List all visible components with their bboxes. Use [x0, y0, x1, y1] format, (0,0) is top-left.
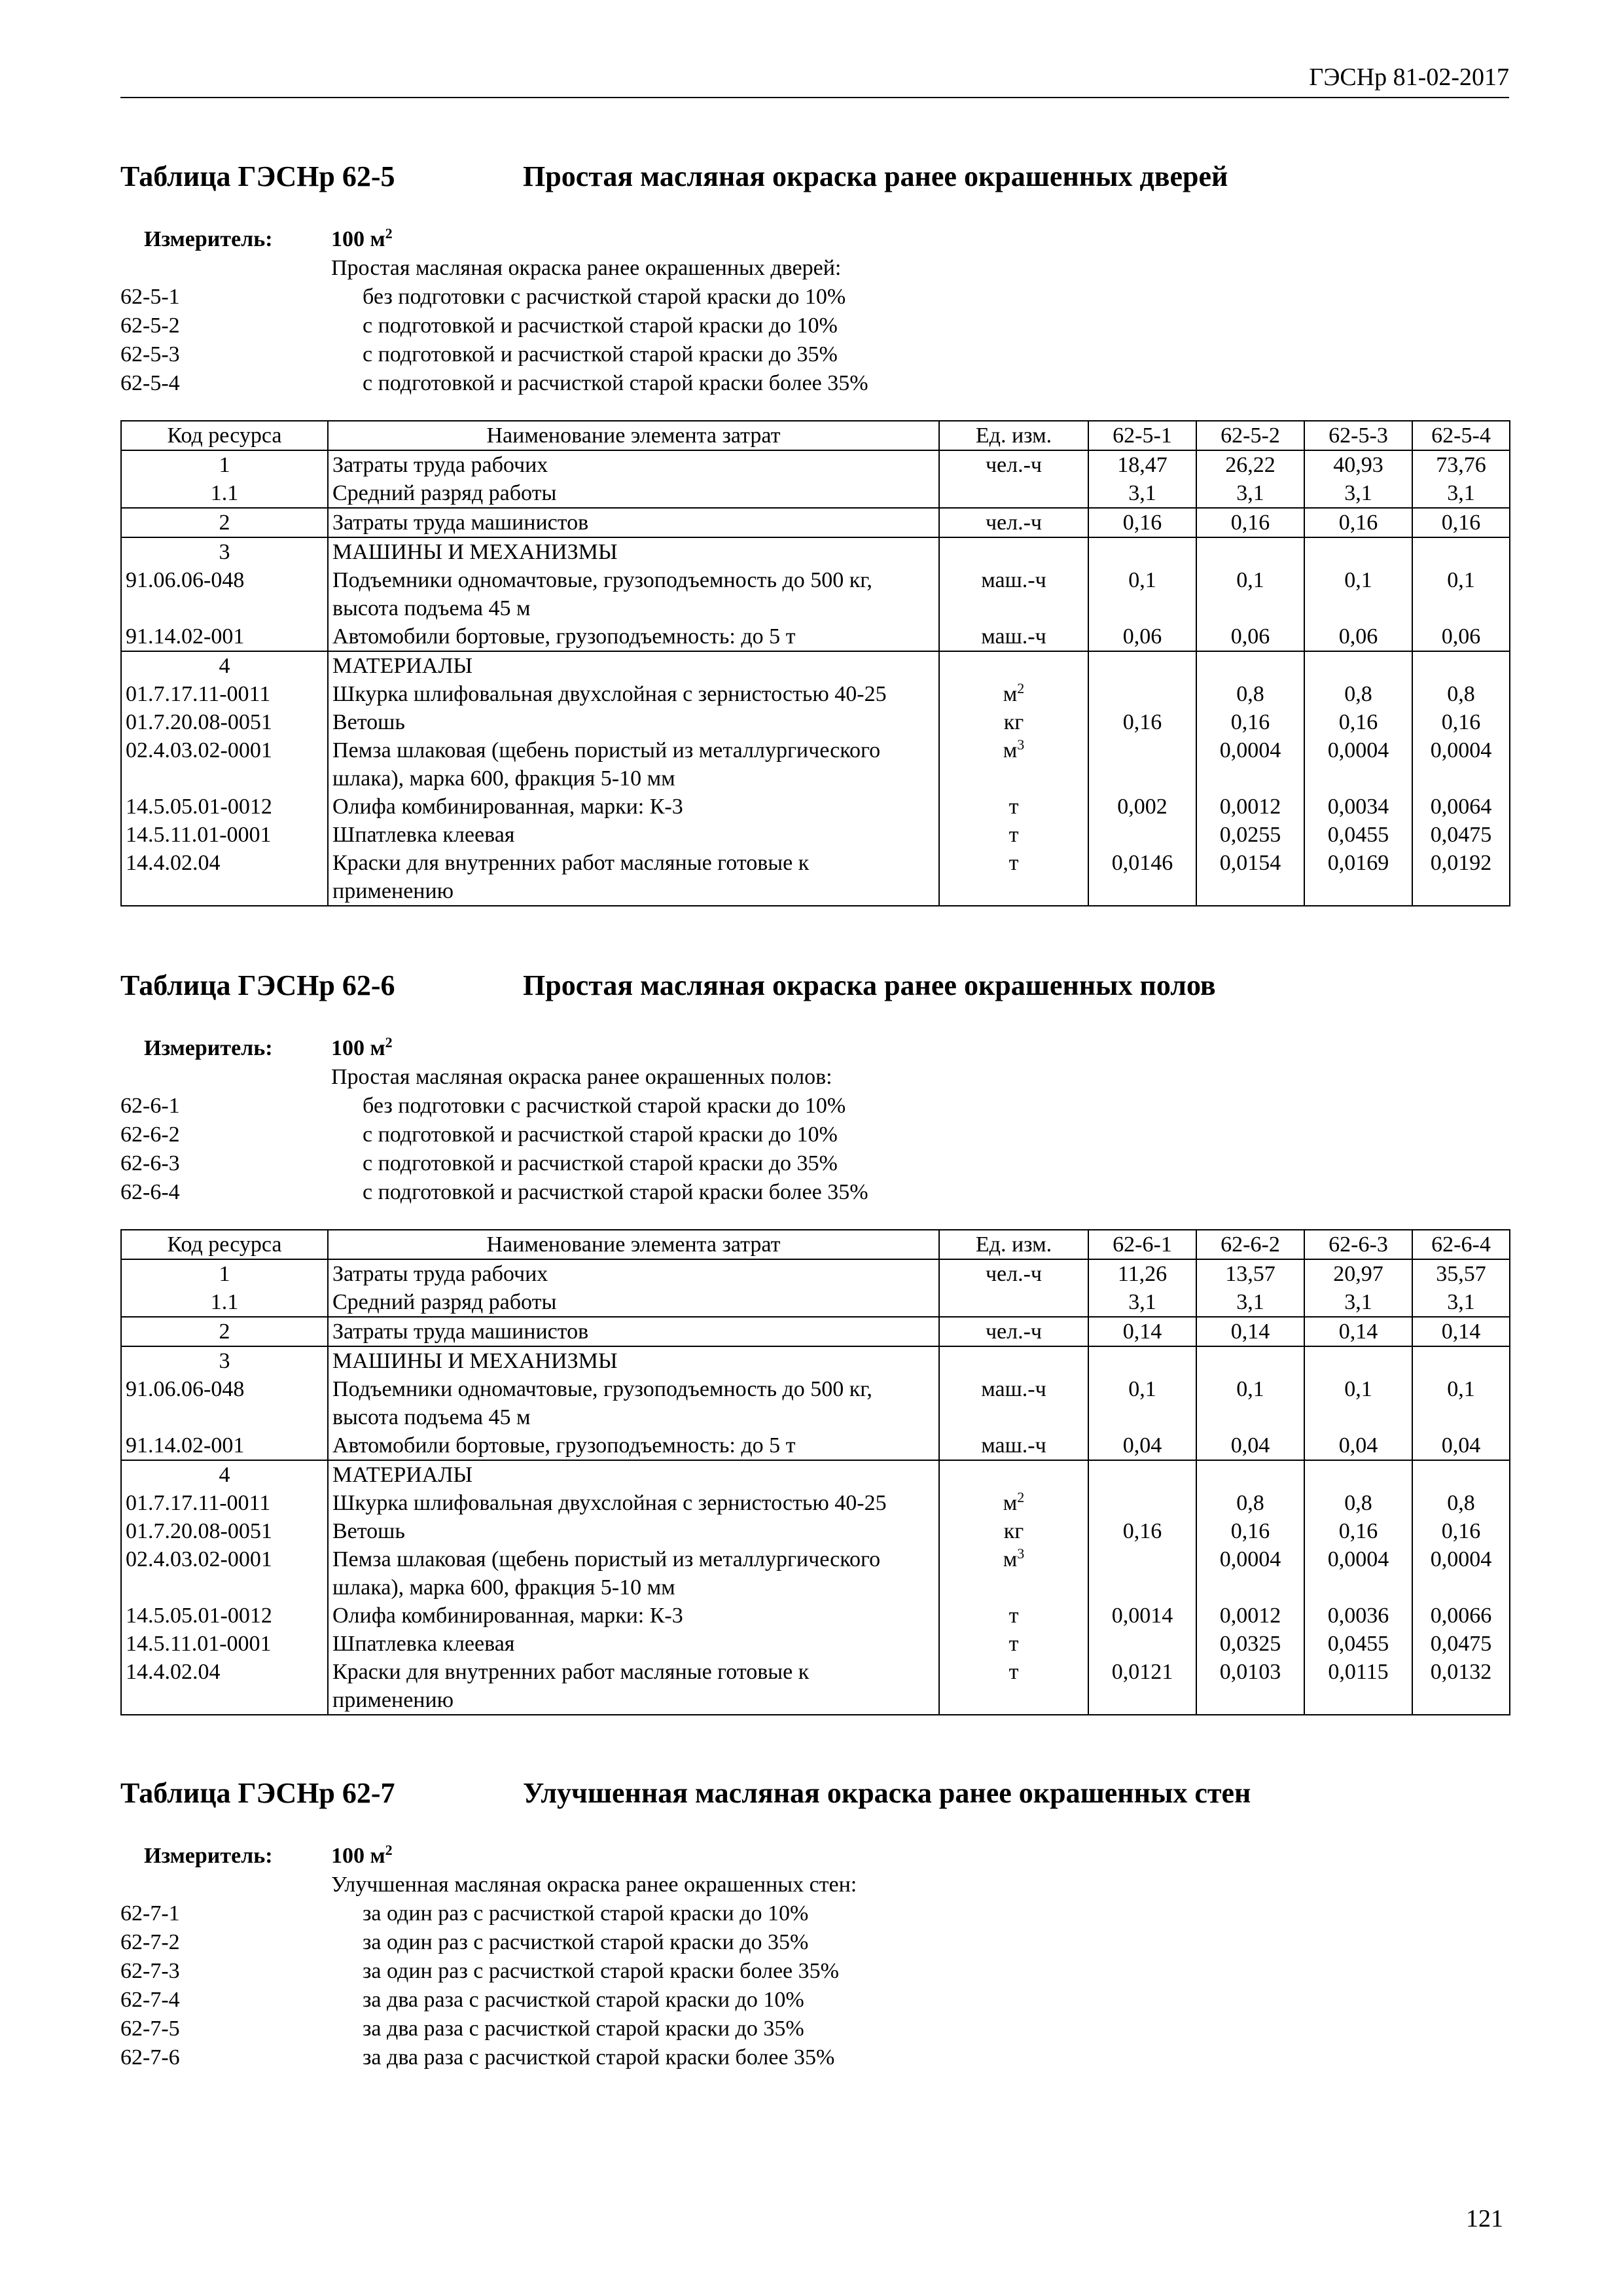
list-item: 62-6-4 с подготовкой и расчисткой старой краски более 35%	[120, 1180, 868, 1204]
norm-value: 40,93	[1304, 450, 1412, 479]
norm-value: 0,04	[1196, 1431, 1304, 1460]
table-row	[121, 1317, 1510, 1346]
resource-name: Пемза шлаковая (щебень пористый из металлургического шлака), марка 600, фракция 5-10 мм	[328, 1545, 939, 1602]
norm-value: 0,16	[1088, 708, 1196, 736]
norm-value: 0,1	[1304, 566, 1412, 622]
norm-value	[1088, 1346, 1196, 1375]
resource-code: 1.1	[121, 479, 328, 508]
norm-value	[1304, 1460, 1412, 1489]
norm-value	[1088, 821, 1196, 849]
norm-value: 0,0004	[1196, 1545, 1304, 1602]
norm-value: 0,1	[1088, 566, 1196, 622]
table-row	[121, 479, 1510, 508]
resource-code: 14.5.11.01-0001	[121, 1630, 328, 1658]
column-header: Код ресурса	[121, 1230, 328, 1259]
norm-value: 0,1	[1412, 1375, 1510, 1431]
norm-value	[1304, 1346, 1412, 1375]
list-item: 62-5-4 с подготовкой и расчисткой старой краски более 35%	[120, 371, 868, 395]
unit: чел.-ч	[939, 1317, 1088, 1346]
list-item: 62-7-2 за один раз с расчисткой старой краски до 35%	[120, 1930, 809, 1954]
resource-name: Краски для внутренних работ масляные готовые к применению	[328, 849, 939, 906]
norm-value: 0,0115	[1304, 1658, 1412, 1715]
resource-code: 4	[121, 1460, 328, 1489]
table-header-row	[121, 1230, 1510, 1259]
resource-code: 01.7.20.08-0051	[121, 1517, 328, 1545]
column-header: 62-6-3	[1304, 1230, 1412, 1259]
table-row	[121, 708, 1510, 736]
resource-name: Ветошь	[328, 1517, 939, 1545]
table-row	[121, 793, 1510, 821]
norm-value: 0,06	[1304, 622, 1412, 651]
resource-name: Шкурка шлифовальная двухслойная с зернистостью 40-25	[328, 680, 939, 708]
table-row	[121, 1259, 1510, 1288]
norm-value: 0,0255	[1196, 821, 1304, 849]
resource-name: МАТЕРИАЛЫ	[328, 1460, 939, 1489]
norm-value: 0,04	[1088, 1431, 1196, 1460]
norm-value: 0,14	[1196, 1317, 1304, 1346]
table-row	[121, 1375, 1510, 1431]
resource-code: 3	[121, 537, 328, 566]
norm-value: 73,76	[1412, 450, 1510, 479]
norm-value: 0,14	[1304, 1317, 1412, 1346]
resource-code: 91.06.06-048	[121, 566, 328, 622]
unit: т	[939, 1602, 1088, 1630]
norm-value: 0,0012	[1196, 793, 1304, 821]
norm-value: 0,0004	[1304, 1545, 1412, 1602]
norm-value: 0,16	[1304, 708, 1412, 736]
unit	[939, 1460, 1088, 1489]
norm-value: 0,0475	[1412, 1630, 1510, 1658]
table-row	[121, 537, 1510, 566]
resource-name: Шпатлевка клеевая	[328, 821, 939, 849]
list-item: 62-6-1 без подготовки с расчисткой старой краски до 10%	[120, 1094, 846, 1118]
table-row	[121, 1517, 1510, 1545]
norm-value: 0,1	[1196, 566, 1304, 622]
table-row	[121, 1489, 1510, 1517]
resource-name: МАШИНЫ И МЕХАНИЗМЫ	[328, 1346, 939, 1375]
norm-value: 0,16	[1196, 1517, 1304, 1545]
resource-name: Автомобили бортовые, грузоподъемность: до 5 т	[328, 622, 939, 651]
table-row	[121, 566, 1510, 622]
list-item: 62-7-1 за один раз с расчисткой старой краски до 10%	[120, 1901, 809, 1926]
resource-name: Ветошь	[328, 708, 939, 736]
table-row	[121, 821, 1510, 849]
norm-value: 0,0014	[1088, 1602, 1196, 1630]
section-62-5	[120, 157, 1509, 903]
unit: кг	[939, 708, 1088, 736]
norm-value: 0,16	[1412, 708, 1510, 736]
resource-name: Пемза шлаковая (щебень пористый из металлургического шлака), марка 600, фракция 5-10 мм	[328, 736, 939, 793]
unit	[939, 1346, 1088, 1375]
norm-value: 0,06	[1412, 622, 1510, 651]
unit: маш.-ч	[939, 566, 1088, 622]
list-item: 62-7-6 за два раза с расчисткой старой краски более 35%	[120, 2045, 835, 2070]
norm-value: 0,8	[1304, 680, 1412, 708]
resource-code: 14.5.11.01-0001	[121, 821, 328, 849]
norm-value: 0,0004	[1412, 1545, 1510, 1602]
norm-value: 0,16	[1196, 708, 1304, 736]
meter-block	[120, 225, 1509, 398]
norm-value	[1088, 651, 1196, 680]
norm-value: 35,57	[1412, 1259, 1510, 1288]
norm-value	[1088, 680, 1196, 708]
norm-value: 0,1	[1088, 1375, 1196, 1431]
norm-value: 0,1	[1412, 566, 1510, 622]
table-row	[121, 508, 1510, 537]
table-number: Таблица ГЭСНр 62-6	[120, 969, 395, 1001]
resource-code: 01.7.17.11-0011	[121, 680, 328, 708]
norm-value: 0,16	[1088, 508, 1196, 537]
column-header: 62-6-2	[1196, 1230, 1304, 1259]
norm-value	[1196, 1346, 1304, 1375]
norm-value	[1412, 651, 1510, 680]
section-heading	[120, 1774, 1509, 1813]
resource-name: Подъемники одномачтовые, грузоподъемность до 500 кг, высота подъема 45 м	[328, 566, 939, 622]
norm-value: 0,0004	[1304, 736, 1412, 793]
resource-code: 1.1	[121, 1288, 328, 1317]
norm-value	[1412, 1346, 1510, 1375]
resource-name: Олифа комбинированная, марки: К-3	[328, 793, 939, 821]
column-header: 62-5-1	[1088, 421, 1196, 450]
norm-value	[1412, 1460, 1510, 1489]
resource-table	[120, 420, 1510, 906]
resource-name: Шкурка шлифовальная двухслойная с зернистостью 40-25	[328, 1489, 939, 1517]
unit: т	[939, 1630, 1088, 1658]
table-row	[121, 1658, 1510, 1715]
unit	[939, 651, 1088, 680]
unit: чел.-ч	[939, 508, 1088, 537]
norm-value: 3,1	[1088, 479, 1196, 508]
meter-label: Измеритель:	[144, 1844, 273, 1868]
unit: $м^3$	[939, 736, 1088, 793]
resource-code: 02.4.03.02-0001	[121, 1545, 328, 1602]
norm-value: 0,16	[1088, 1517, 1196, 1545]
table-row	[121, 680, 1510, 708]
table-row	[121, 622, 1510, 651]
norm-value: 3,1	[1196, 1288, 1304, 1317]
norm-value: 0,0169	[1304, 849, 1412, 906]
table-row	[121, 736, 1510, 793]
unit: $м^2$	[939, 680, 1088, 708]
resource-code: 1	[121, 450, 328, 479]
norm-value: 0,1	[1304, 1375, 1412, 1431]
norm-value: 0,0455	[1304, 821, 1412, 849]
norm-value: 0,0154	[1196, 849, 1304, 906]
resource-code: 4	[121, 651, 328, 680]
norm-value: 0,0036	[1304, 1602, 1412, 1630]
resource-code: 1	[121, 1259, 328, 1288]
norm-value: 3,1	[1196, 479, 1304, 508]
section-62-6	[120, 966, 1509, 1712]
norm-value	[1088, 1545, 1196, 1602]
norm-value: 3,1	[1304, 479, 1412, 508]
norm-value: 0,002	[1088, 793, 1196, 821]
norm-value: 0,0121	[1088, 1658, 1196, 1715]
norm-value	[1196, 1460, 1304, 1489]
norm-value: 13,57	[1196, 1259, 1304, 1288]
unit: маш.-ч	[939, 622, 1088, 651]
unit: $м^3$	[939, 1545, 1088, 1602]
norm-value: 3,1	[1088, 1288, 1196, 1317]
norm-value	[1088, 537, 1196, 566]
column-header: Ед. изм.	[939, 1230, 1088, 1259]
section-62-7	[120, 1774, 1509, 2072]
norm-value: 3,1	[1412, 479, 1510, 508]
list-item: 62-6-3 с подготовкой и расчисткой старой краски до 35%	[120, 1151, 838, 1175]
column-header: 62-5-3	[1304, 421, 1412, 450]
norm-value: 0,0034	[1304, 793, 1412, 821]
norm-value: 0,06	[1088, 622, 1196, 651]
table-header-row	[121, 421, 1510, 450]
list-item: 62-5-1 без подготовки с расчисткой старой краски до 10%	[120, 285, 846, 309]
norm-value: 0,1	[1196, 1375, 1304, 1431]
norm-value: 0,16	[1412, 508, 1510, 537]
norm-value: 0,06	[1196, 622, 1304, 651]
list-item: 62-5-2 с подготовкой и расчисткой старой краски до 10%	[120, 314, 838, 338]
unit: чел.-ч	[939, 1259, 1088, 1288]
table-row	[121, 849, 1510, 906]
norm-value	[1088, 1630, 1196, 1658]
norm-value: 0,04	[1412, 1431, 1510, 1460]
resource-code: 14.4.02.04	[121, 1658, 328, 1715]
resource-code: 14.4.02.04	[121, 849, 328, 906]
work-title: Улучшенная масляная окраска ранее окрашенных стен:	[331, 1873, 857, 1897]
section-heading	[120, 966, 1509, 1005]
resource-name: Средний разряд работы	[328, 479, 939, 508]
meter-value: 100 $м^2$	[331, 225, 393, 251]
unit: т	[939, 849, 1088, 906]
unit	[939, 537, 1088, 566]
resource-table	[120, 1229, 1510, 1715]
resource-name: Затраты труда машинистов	[328, 1317, 939, 1346]
norm-value: 0,0455	[1304, 1630, 1412, 1658]
table-title: Простая масляная окраска ранее окрашенных полов	[523, 969, 1216, 1001]
norm-value	[1088, 1489, 1196, 1517]
unit: чел.-ч	[939, 450, 1088, 479]
norm-value	[1304, 537, 1412, 566]
resource-name: Шпатлевка клеевая	[328, 1630, 939, 1658]
norm-value: 18,47	[1088, 450, 1196, 479]
norm-value: 0,8	[1412, 680, 1510, 708]
norm-value: 26,22	[1196, 450, 1304, 479]
resource-code: 91.06.06-048	[121, 1375, 328, 1431]
norm-value: 3,1	[1412, 1288, 1510, 1317]
table-title: Простая масляная окраска ранее окрашенных дверей	[523, 160, 1228, 192]
norm-value: 0,16	[1412, 1517, 1510, 1545]
list-item: 62-7-5 за два раза с расчисткой старой краски до 35%	[120, 2017, 804, 2041]
column-header: Ед. изм.	[939, 421, 1088, 450]
resource-code: 2	[121, 1317, 328, 1346]
list-item: 62-6-2 с подготовкой и расчисткой старой краски до 10%	[120, 1122, 838, 1147]
norm-value: 0,8	[1196, 1489, 1304, 1517]
unit: маш.-ч	[939, 1431, 1088, 1460]
norm-value	[1088, 1460, 1196, 1489]
unit: т	[939, 1658, 1088, 1715]
meter-value: 100 $м^2$	[331, 1842, 393, 1868]
list-item: 62-5-3 с подготовкой и расчисткой старой краски до 35%	[120, 342, 838, 367]
column-header: Наименование элемента затрат	[328, 1230, 939, 1259]
meter-label: Измеритель:	[144, 1036, 273, 1060]
resource-name: Средний разряд работы	[328, 1288, 939, 1317]
resource-name: МАШИНЫ И МЕХАНИЗМЫ	[328, 537, 939, 566]
norm-value: 3,1	[1304, 1288, 1412, 1317]
resource-name: Краски для внутренних работ масляные готовые к применению	[328, 1658, 939, 1715]
resource-code: 01.7.20.08-0051	[121, 708, 328, 736]
resource-code: 01.7.17.11-0011	[121, 1489, 328, 1517]
table-row	[121, 1431, 1510, 1460]
norm-value: 0,8	[1304, 1489, 1412, 1517]
table-row	[121, 1460, 1510, 1489]
resource-code: 3	[121, 1346, 328, 1375]
column-header: 62-6-4	[1412, 1230, 1510, 1259]
resource-name: Подъемники одномачтовые, грузоподъемность до 500 кг, высота подъема 45 м	[328, 1375, 939, 1431]
resource-name: Затраты труда машинистов	[328, 508, 939, 537]
unit: т	[939, 793, 1088, 821]
running-header: ГЭСНр 81-02-2017	[120, 64, 1509, 98]
norm-value	[1196, 651, 1304, 680]
meter-value: 100 $м^2$	[331, 1034, 393, 1060]
unit: $м^2$	[939, 1489, 1088, 1517]
resource-name: Затраты труда рабочих	[328, 450, 939, 479]
table-number: Таблица ГЭСНр 62-7	[120, 1777, 395, 1809]
column-header: 62-5-4	[1412, 421, 1510, 450]
unit: т	[939, 821, 1088, 849]
norm-value: 0,16	[1304, 508, 1412, 537]
norm-value: 0,0475	[1412, 821, 1510, 849]
norm-value: 0,0012	[1196, 1602, 1304, 1630]
norm-value: 0,16	[1196, 508, 1304, 537]
unit: маш.-ч	[939, 1375, 1088, 1431]
resource-name: Автомобили бортовые, грузоподъемность: до 5 т	[328, 1431, 939, 1460]
resource-code: 14.5.05.01-0012	[121, 1602, 328, 1630]
resource-code: 2	[121, 508, 328, 537]
column-header: 62-6-1	[1088, 1230, 1196, 1259]
meter-label: Измеритель:	[144, 227, 273, 251]
unit	[939, 479, 1088, 508]
norm-value: 0,0004	[1412, 736, 1510, 793]
section-heading	[120, 157, 1509, 196]
resource-name: МАТЕРИАЛЫ	[328, 651, 939, 680]
norm-value	[1412, 537, 1510, 566]
table-row	[121, 450, 1510, 479]
resource-code: 91.14.02-001	[121, 1431, 328, 1460]
table-title: Улучшенная масляная окраска ранее окрашенных стен	[523, 1777, 1251, 1809]
table-row	[121, 651, 1510, 680]
table-row	[121, 1288, 1510, 1317]
work-title: Простая масляная окраска ранее окрашенных дверей:	[331, 256, 842, 280]
column-header: Код ресурса	[121, 421, 328, 450]
table-row	[121, 1545, 1510, 1602]
work-title: Простая масляная окраска ранее окрашенных полов:	[331, 1065, 832, 1089]
meter-block	[120, 1034, 1509, 1207]
norm-value: 0,16	[1304, 1517, 1412, 1545]
norm-value: 0,14	[1412, 1317, 1510, 1346]
norm-value: 0,0132	[1412, 1658, 1510, 1715]
norm-value: 0,8	[1196, 680, 1304, 708]
column-header: Наименование элемента затрат	[328, 421, 939, 450]
norm-value: 0,14	[1088, 1317, 1196, 1346]
norm-value: 11,26	[1088, 1259, 1196, 1288]
unit: кг	[939, 1517, 1088, 1545]
table-row	[121, 1630, 1510, 1658]
norm-value	[1088, 736, 1196, 793]
list-item: 62-7-3 за один раз с расчисткой старой краски более 35%	[120, 1959, 839, 1983]
norm-value: 0,0066	[1412, 1602, 1510, 1630]
column-header: 62-5-2	[1196, 421, 1304, 450]
table-row	[121, 1602, 1510, 1630]
page-number: 121	[1466, 2205, 1503, 2233]
list-item: 62-7-4 за два раза с расчисткой старой краски до 10%	[120, 1988, 804, 2012]
table-row	[121, 1346, 1510, 1375]
norm-value	[1304, 651, 1412, 680]
norm-value: 0,0004	[1196, 736, 1304, 793]
resource-code: 02.4.03.02-0001	[121, 736, 328, 793]
norm-value: 20,97	[1304, 1259, 1412, 1288]
norm-value: 0,0064	[1412, 793, 1510, 821]
norm-value: 0,0146	[1088, 849, 1196, 906]
resource-name: Олифа комбинированная, марки: К-3	[328, 1602, 939, 1630]
resource-code: 91.14.02-001	[121, 622, 328, 651]
norm-value	[1196, 537, 1304, 566]
norm-value: 0,8	[1412, 1489, 1510, 1517]
norm-value: 0,0192	[1412, 849, 1510, 906]
norm-value: 0,04	[1304, 1431, 1412, 1460]
table-number: Таблица ГЭСНр 62-5	[120, 160, 395, 192]
resource-code: 14.5.05.01-0012	[121, 793, 328, 821]
norm-value: 0,0103	[1196, 1658, 1304, 1715]
resource-name: Затраты труда рабочих	[328, 1259, 939, 1288]
meter-block	[120, 1842, 1509, 2072]
unit	[939, 1288, 1088, 1317]
norm-value: 0,0325	[1196, 1630, 1304, 1658]
